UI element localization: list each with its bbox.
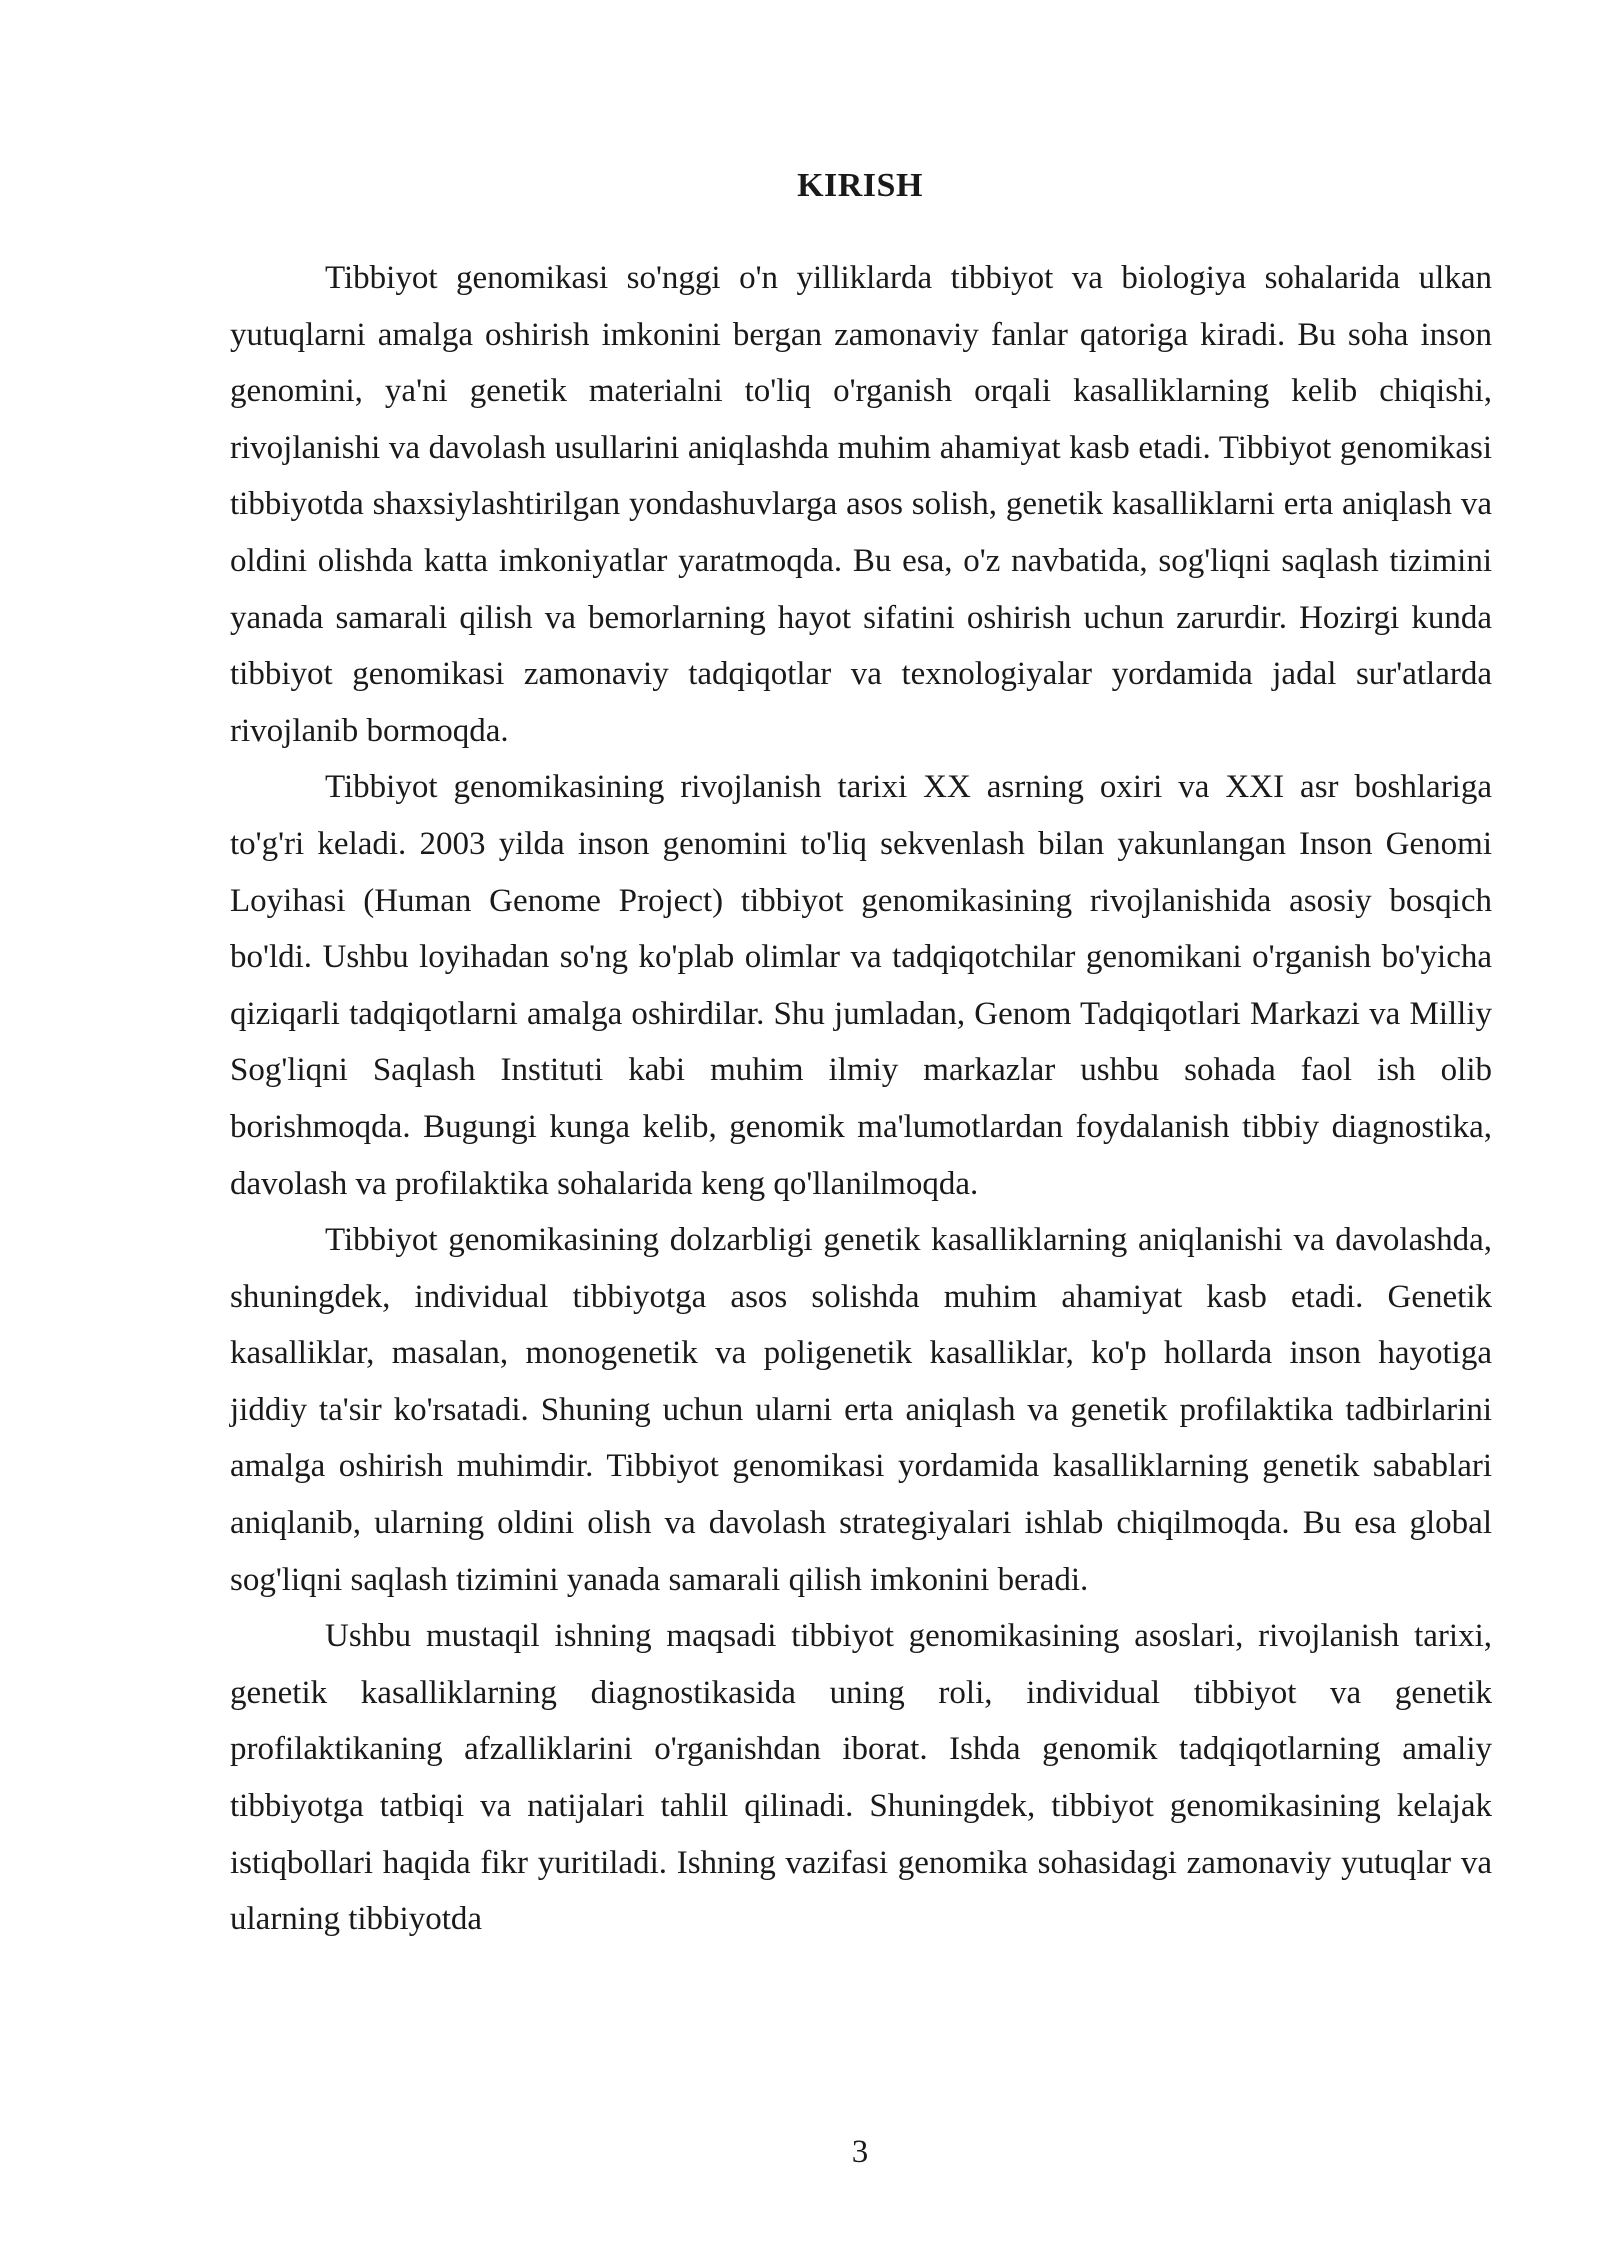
paragraph-3: Tibbiyot genomikasining dolzarbligi genetik kasalliklarning aniqlanishi va davolashda, shuningdek, individual tibbiyotga asos solishda muhim ahamiyat kasb etadi. Genetik kasalliklar, masalan, monogenetik va poligenetik kasalliklar, ko'p hollarda inson hayotiga jiddiy ta'sir ko'rsatadi. Shuning uchun ularni erta aniqlash va genetik profilaktika tadbirlarini amalga oshirish muhimdir. Tibbiyot genomikasi yordamida kasalliklarning genetik sabablari aniqlanib, ularning oldini olish va davolash strategiyalari ishlab chiqilmoqda. Bu esa global sog'liqni saqlash tizimini yanada samarali qilish imkonini beradi. [230,1222,1492,1598]
page-title: KIRISH [797,167,923,204]
page-number: 3 [851,2134,869,2170]
document-body [230,250,1492,1948]
paragraph-4: Ushbu mustaqil ishning maqsadi tibbiyot genomikasining asoslari, rivojlanish tarixi, genetik kasalliklarning diagnostikasida uning roli, individual tibbiyot va genetik profilaktikaning afzalliklarini o'rganishdan iborat. Ishda genomik tadqiqotlarning amaliy tibbiyotga tatbiqi va natijalari tahlil qilinadi. Shuningdek, tibbiyot genomikasining kelajak istiqbollari haqida fikr yuritiladi. Ishning vazifasi genomika sohasidagi zamonaviy yutuqlar va ularning tibbiyotda [230,1618,1492,1938]
paragraph-1: Tibbiyot genomikasi so'nggi o'n yilliklarda tibbiyot va biologiya sohalarida ulkan yutuqlarni amalga oshirish imkonini bergan zamonaviy fanlar qatoriga kiradi. Bu soha inson genomini, ya'ni genetik materialni to'liq o'rganish orqali kasalliklarning kelib chiqishi, rivojlanishi va davolash usullarini aniqlashda muhim ahamiyat kasb etadi. Tibbiyot genomikasi tibbiyotda shaxsiylashtirilgan yondashuvlarga asos solish, genetik kasalliklarni erta aniqlash va oldini olishda katta imkoniyatlar yaratmoqda. Bu esa, o'z navbatida, sog'liqni saqlash tizimini yanada samarali qilish va bemorlarning hayot sifatini oshirish uchun zarurdir. Hozirgi kunda tibbiyot genomikasi zamonaviy tadqiqotlar va texnologiyalar yordamida jadal sur'atlarda rivojlanib bormoqda. [230,260,1492,749]
paragraph-2: Tibbiyot genomikasining rivojlanish tarixi XX asrning oxiri va XXI asr boshlariga to'g'ri keladi. 2003 yilda inson genomini to'liq sekvenlash bilan yakunlangan Inson Genomi Loyihasi (Human Genome Project) tibbiyot genomikasining rivojlanishida asosiy bosqich bo'ldi. Ushbu loyihadan so'ng ko'plab olimlar va tadqiqotchilar genomikani o'rganish bo'yicha qiziqarli tadqiqotlarni amalga oshirdilar. Shu jumladan, Genom Tadqiqotlari Markazi va Milliy Sog'liqni Saqlash Instituti kabi muhim ilmiy markazlar ushbu sohada faol ish olib borishmoqda. Bugungi kunga kelib, genomik ma'lumotlardan foydalanish tibbiy diagnostika, davolash va profilaktika sohalarida keng qo'llanilmoqda. [230,769,1492,1202]
